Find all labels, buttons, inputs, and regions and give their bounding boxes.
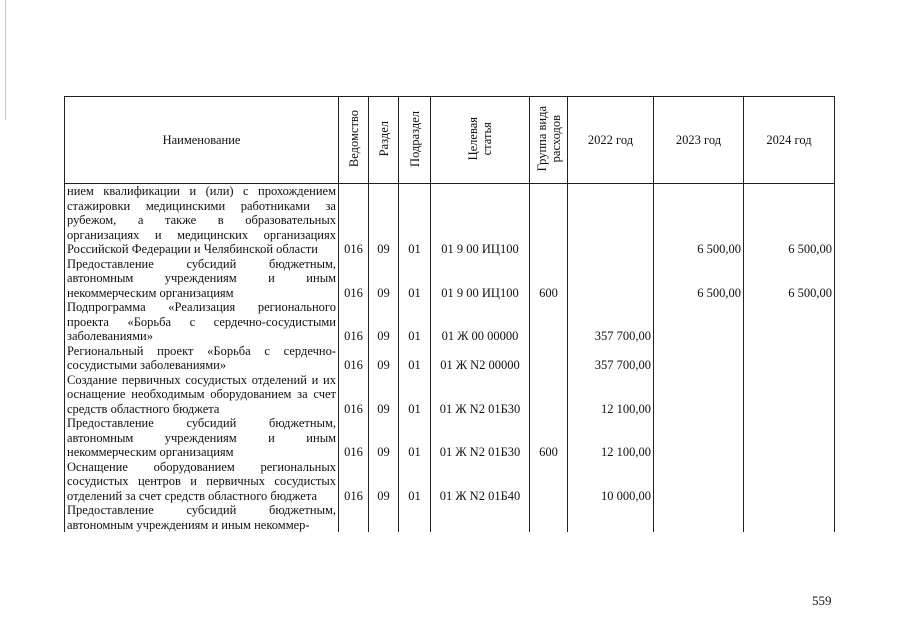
- cell-ved: 016: [339, 184, 369, 257]
- header-vedomstvo: Ведомство: [339, 97, 369, 184]
- cell-y2023: [654, 416, 744, 460]
- cell-raz: 09: [369, 300, 399, 344]
- cell-name: нием квалификации и (или) с прохождением стажировки медицинскими работниками за рубежом, а также в образовательных организациях и медицинских организациях Российской Федерации и Челябинской области: [65, 184, 339, 257]
- cell-y2023: [654, 300, 744, 344]
- cell-name: Предоставление субсидий бюджетным, автономным учреждениям и иным некоммер-: [65, 503, 339, 532]
- cell-name: Региональный проект «Борьба с сердечно-сосудистыми заболеваниями»: [65, 344, 339, 373]
- cell-raz: 09: [369, 460, 399, 504]
- cell-ved: 016: [339, 460, 369, 504]
- header-gruppa: Группа вида расходов: [530, 97, 568, 184]
- cell-y2023: 6 500,00: [654, 257, 744, 301]
- cell-cs: 01 Ж N2 01Б30: [431, 416, 530, 460]
- cell-cs: 01 9 00 ИЦ100: [431, 257, 530, 301]
- header-razdel: Раздел: [369, 97, 399, 184]
- table-row: [65, 503, 835, 532]
- cell-y2024: 6 500,00: [744, 257, 835, 301]
- cell-y2024: [744, 373, 835, 417]
- cell-name: Оснащение оборудованием региональных сосудистых центров и первичных сосудистых отделений за счет средств областного бюджета: [65, 460, 339, 504]
- cell-y2024: [744, 460, 835, 504]
- header-podrazdel: Подраздел: [399, 97, 431, 184]
- cell-pod: 01: [399, 300, 431, 344]
- table-row: [65, 373, 835, 417]
- cell-name: Предоставление субсидий бюджетным, автономным учреждениям и иным некоммерческим организациям: [65, 257, 339, 301]
- header-2023: 2023 год: [654, 97, 744, 184]
- cell-cs: 01 Ж N2 01Б30: [431, 373, 530, 417]
- cell-pod: [399, 503, 431, 532]
- cell-vr: [530, 503, 568, 532]
- cell-raz: 09: [369, 184, 399, 257]
- cell-y2022: 10 000,00: [568, 460, 654, 504]
- cell-y2022: 357 700,00: [568, 300, 654, 344]
- cell-y2024: [744, 503, 835, 532]
- cell-y2024: [744, 416, 835, 460]
- header-2022: 2022 год: [568, 97, 654, 184]
- cell-pod: 01: [399, 344, 431, 373]
- margin-line: [5, 0, 6, 120]
- cell-raz: 09: [369, 344, 399, 373]
- table-row: [65, 460, 835, 504]
- header-name: Наименование: [65, 97, 339, 184]
- cell-y2022: 357 700,00: [568, 344, 654, 373]
- cell-ved: 016: [339, 300, 369, 344]
- cell-pod: 01: [399, 184, 431, 257]
- cell-vr: 600: [530, 257, 568, 301]
- cell-vr: [530, 184, 568, 257]
- cell-vr: 600: [530, 416, 568, 460]
- cell-y2023: 6 500,00: [654, 184, 744, 257]
- cell-raz: 09: [369, 373, 399, 417]
- cell-pod: 01: [399, 460, 431, 504]
- cell-name: Предоставление субсидий бюджетным, автономным учреждениям и иным некоммерческим организациям: [65, 416, 339, 460]
- cell-raz: 09: [369, 257, 399, 301]
- cell-pod: 01: [399, 416, 431, 460]
- table-row: [65, 184, 835, 257]
- cell-ved: 016: [339, 257, 369, 301]
- cell-y2023: [654, 503, 744, 532]
- cell-y2023: [654, 460, 744, 504]
- cell-y2022: [568, 184, 654, 257]
- cell-name: Подпрограмма «Реализация регионального проекта «Борьба с сердечно-сосудистыми заболеваниями»: [65, 300, 339, 344]
- cell-y2023: [654, 344, 744, 373]
- cell-pod: 01: [399, 257, 431, 301]
- cell-cs: 01 Ж N2 00000: [431, 344, 530, 373]
- cell-y2024: 6 500,00: [744, 184, 835, 257]
- cell-ved: [339, 503, 369, 532]
- cell-ved: 016: [339, 416, 369, 460]
- cell-y2023: [654, 373, 744, 417]
- cell-cs: 01 9 00 ИЦ100: [431, 184, 530, 257]
- cell-y2022: 12 100,00: [568, 373, 654, 417]
- cell-y2024: [744, 300, 835, 344]
- cell-y2022: [568, 257, 654, 301]
- cell-vr: [530, 300, 568, 344]
- budget-table: [64, 96, 835, 532]
- cell-y2022: [568, 503, 654, 532]
- table-header-row: [65, 97, 835, 184]
- table-row: [65, 416, 835, 460]
- cell-y2024: [744, 344, 835, 373]
- table-row: [65, 344, 835, 373]
- page-number: 559: [812, 593, 832, 608]
- cell-pod: 01: [399, 373, 431, 417]
- table-row: [65, 300, 835, 344]
- cell-ved: 016: [339, 373, 369, 417]
- cell-name: Создание первичных сосудистых отделений и их оснащение необходимым оборудованием за счет средств областного бюджета: [65, 373, 339, 417]
- cell-vr: [530, 373, 568, 417]
- cell-raz: 09: [369, 416, 399, 460]
- cell-cs: 01 Ж 00 00000: [431, 300, 530, 344]
- table-row: [65, 257, 835, 301]
- header-2024: 2024 год: [744, 97, 835, 184]
- header-celevaya: Целевая статья: [431, 97, 530, 184]
- cell-vr: [530, 344, 568, 373]
- cell-ved: 016: [339, 344, 369, 373]
- cell-raz: [369, 503, 399, 532]
- cell-cs: 01 Ж N2 01Б40: [431, 460, 530, 504]
- cell-y2022: 12 100,00: [568, 416, 654, 460]
- cell-vr: [530, 460, 568, 504]
- cell-cs: [431, 503, 530, 532]
